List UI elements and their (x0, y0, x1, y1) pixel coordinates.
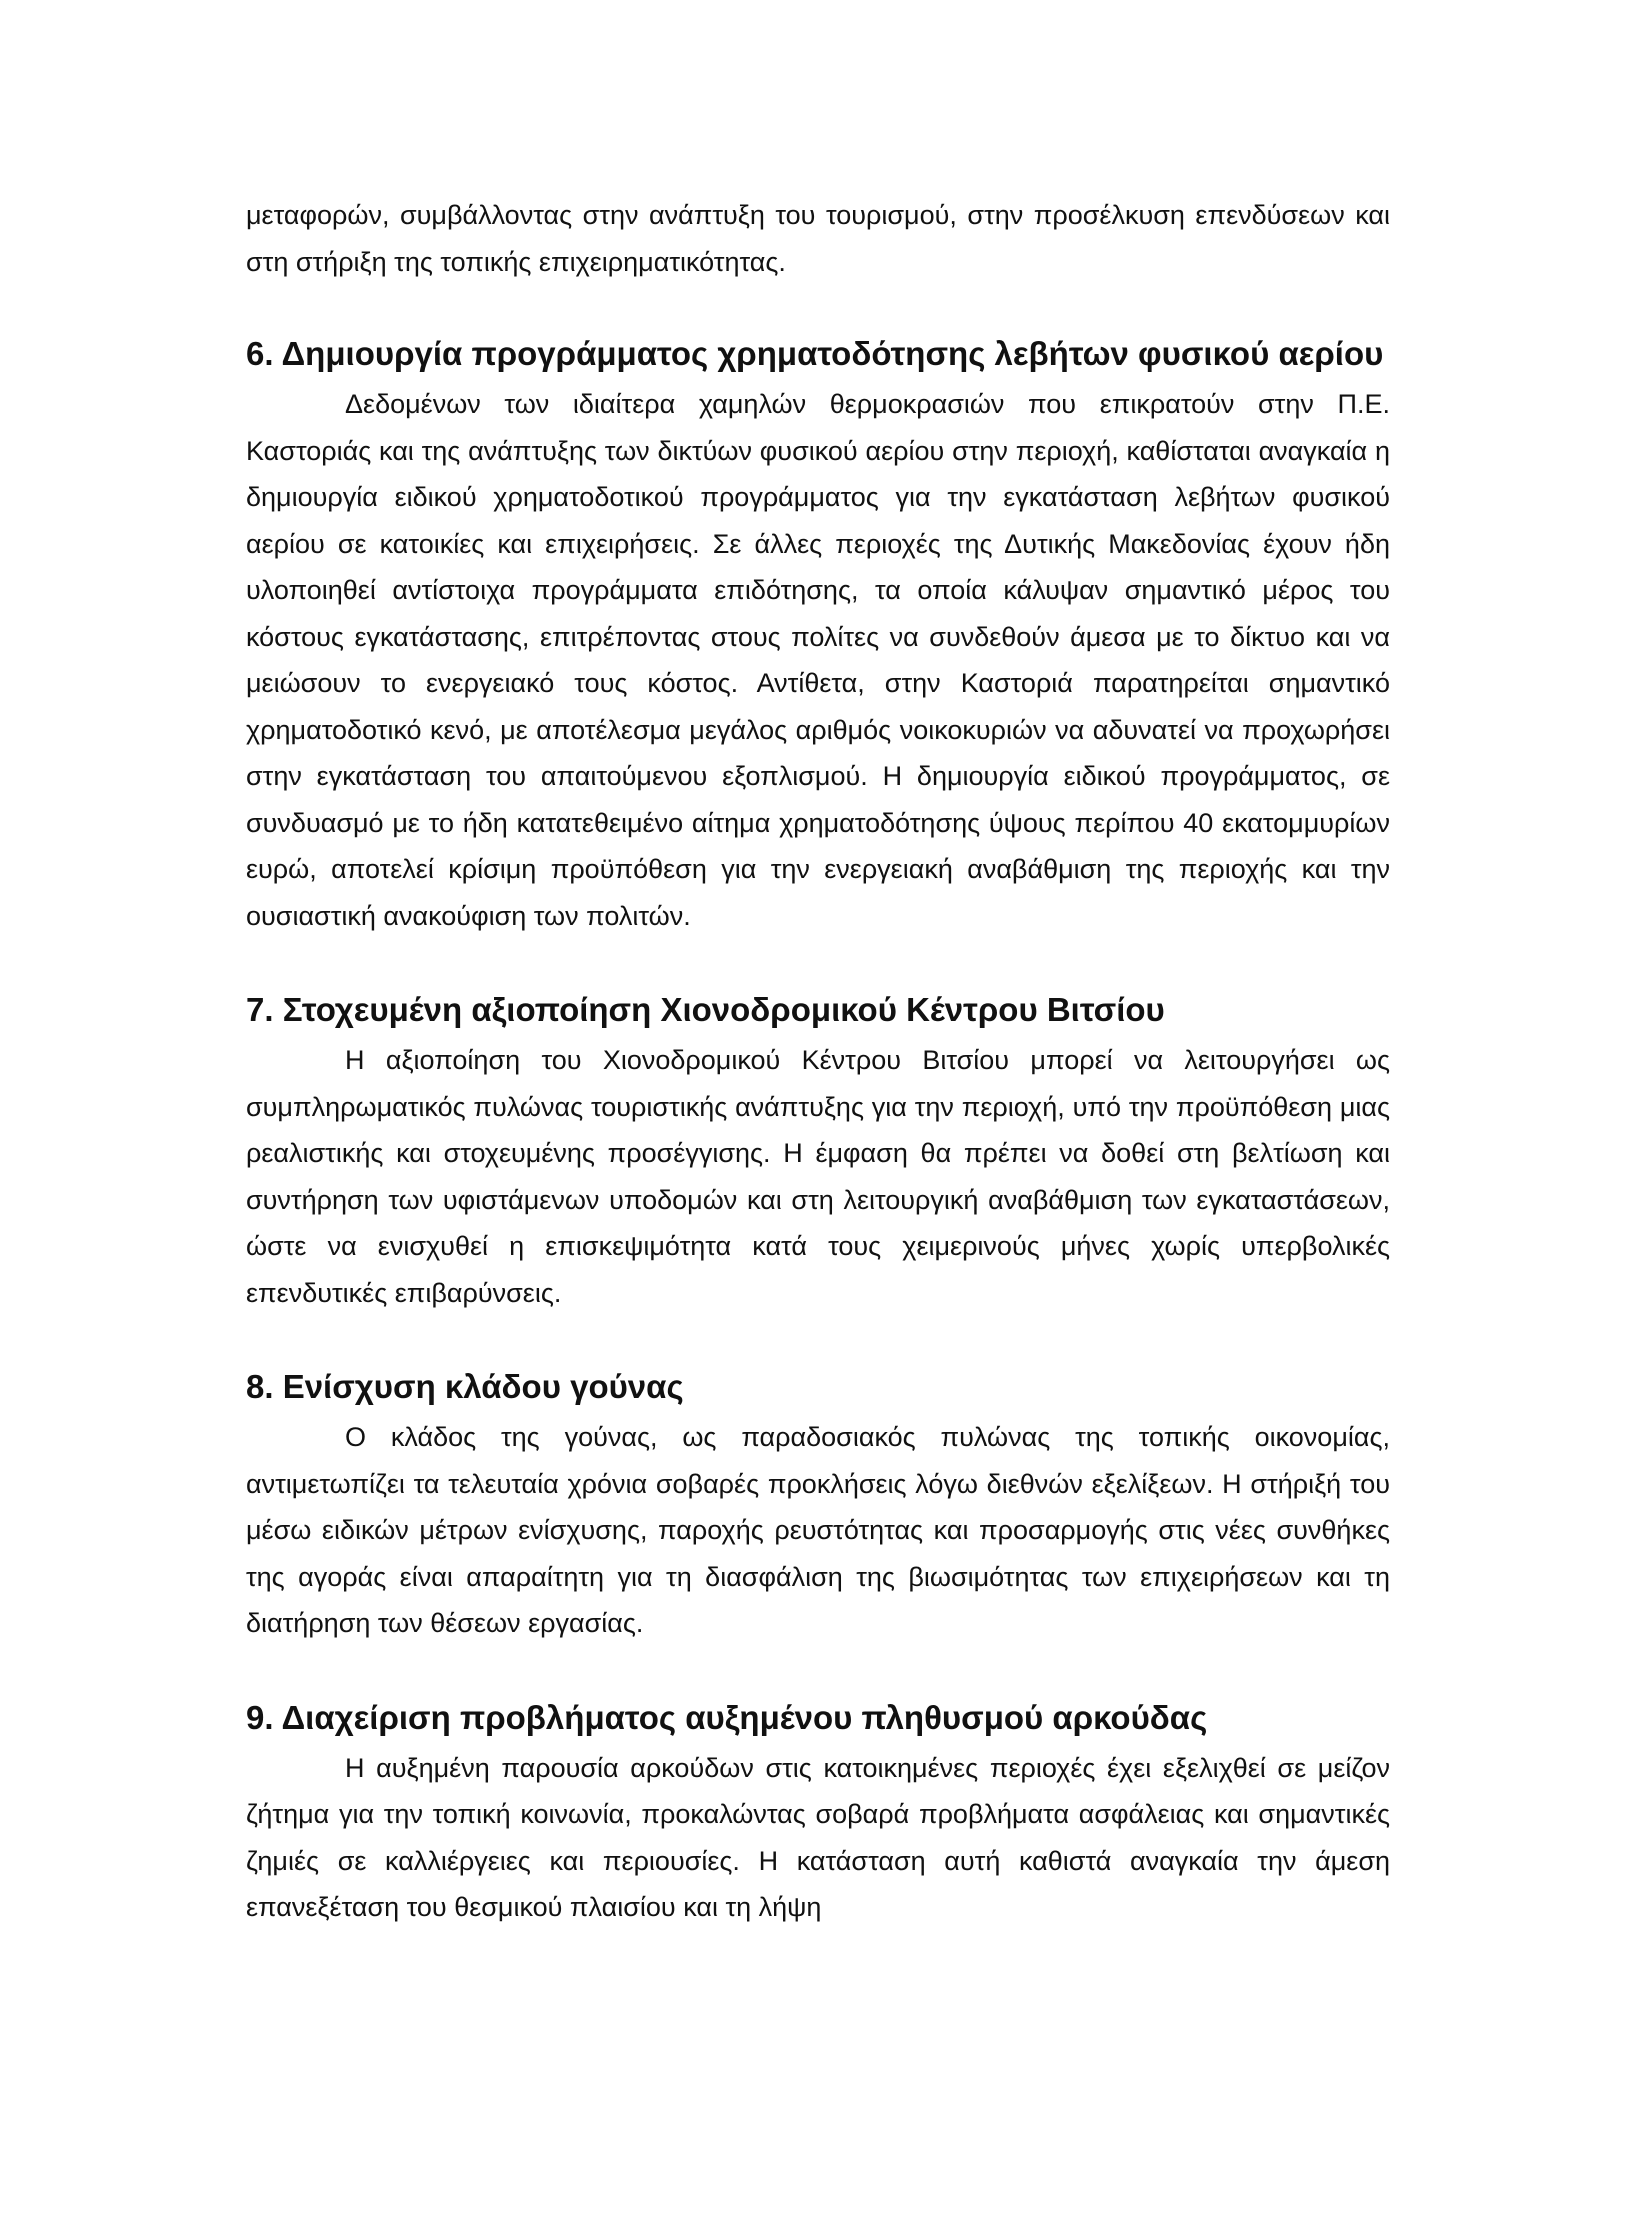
document-page (246, 192, 1390, 1975)
section-body: Η αξιοποίηση του Χιονοδρομικού Κέντρου Βιτσίου μπορεί να λειτουργήσει ως συμπληρωματικός πυλώνας τουριστικής ανάπτυξης για την περιοχή, υπό την προϋπόθεση μιας ρεαλιστικής και στοχευμένης προσέγγισης. Η έμφαση θα πρέπει να δοθεί στη βελτίωση και συντήρηση των υφιστάμενων υποδομών και στη λειτουργική αναβάθμιση των εγκαταστάσεων, ώστε να ενισχυθεί η επισκεψιμότητα κατά τους χειμερινούς μήνες χωρίς υπερβολικές επενδυτικές επιβαρύνσεις. (246, 1045, 1390, 1308)
section-7 (246, 983, 1390, 1316)
section-8 (246, 1360, 1390, 1647)
section-heading: 8. Ενίσχυση κλάδου γούνας (246, 1368, 684, 1405)
section-heading: 7. Στοχευμένη αξιοποίηση Χιονοδρομικού Κέντρου Βιτσίου (246, 991, 1165, 1028)
section-heading: 9. Διαχείριση προβλήματος αυξημένου πληθυσμού αρκούδας (246, 1698, 1208, 1736)
section-6 (246, 327, 1390, 939)
intro-paragraph: μεταφορών, συμβάλλοντας στην ανάπτυξη του τουρισμού, στην προσέλκυση επενδύσεων και στη στήριξη της τοπικής επιχειρηματικότητας. (246, 200, 1390, 277)
section-heading: 6. Δημιουργία προγράμματος χρηματοδότησης λεβήτων φυσικού αερίου (246, 335, 1384, 372)
section-body: Ο κλάδος της γούνας, ως παραδοσιακός πυλώνας της τοπικής οικονομίας, αντιμετωπίζει τα τελευταία χρόνια σοβαρές προκλήσεις λόγω διεθνών εξελίξεων. Η στήριξή του μέσω ειδικών μέτρων ενίσχυσης, παροχής ρευστότητας και προσαρμογής στις νέες συνθήκες της αγοράς είναι απαραίτητη για τη διασφάλιση της βιωσιμότητας των επιχειρήσεων και τη διατήρηση των θέσεων εργασίας. (246, 1422, 1390, 1638)
section-9 (246, 1691, 1390, 1931)
section-body: Δεδομένων των ιδιαίτερα χαμηλών θερμοκρασιών που επικρατούν στην Π.Ε. Καστοριάς και της ανάπτυξης των δικτύων φυσικού αερίου στην περιοχή, καθίσταται αναγκαία η δημιουργία ειδικού χρηματοδοτικού προγράμματος για την εγκατάσταση λεβήτων φυσικού αερίου σε κατοικίες και επιχειρήσεις. Σε άλλες περιοχές της Δυτικής Μακεδονίας έχουν ήδη υλοποιηθεί αντίστοιχα προγράμματα επιδότησης, τα οποία κάλυψαν σημαντικό μέρος του κόστους εγκατάστασης, επιτρέποντας στους πολίτες να συνδεθούν άμεσα με το δίκτυο και να μειώσουν το ενεργειακό τους κόστος. Αντίθετα, στην Καστοριά παρατηρείται σημαντικό χρηματοδοτικό κενό, με αποτέλεσμα μεγάλος αριθμός νοικοκυριών να αδυνατεί να προχωρήσει στην εγκατάσταση του απαιτούμενου εξοπλισμού. Η δημιουργία ειδικού προγράμματος, σε συνδυασμό με το ήδη κατατεθειμένο αίτημα χρηματοδότησης ύψους περίπου 40 εκατομμυρίων ευρώ, αποτελεί κρίσιμη προϋπόθεση για την ενεργειακή αναβάθμιση της περιοχής και την ουσιαστική ανακούφιση των πολιτών. (246, 389, 1390, 931)
section-body: Η αυξημένη παρουσία αρκούδων στις κατοικημένες περιοχές έχει εξελιχθεί σε μείζον ζήτημα για την τοπική κοινωνία, προκαλώντας σοβαρά προβλήματα ασφάλειας και σημαντικές ζημιές σε καλλιέργειες και περιουσίες. Η κατάσταση αυτή καθιστά αναγκαία την άμεση επανεξέταση του θεσμικού πλαισίου και τη λήψη (246, 1752, 1390, 1922)
